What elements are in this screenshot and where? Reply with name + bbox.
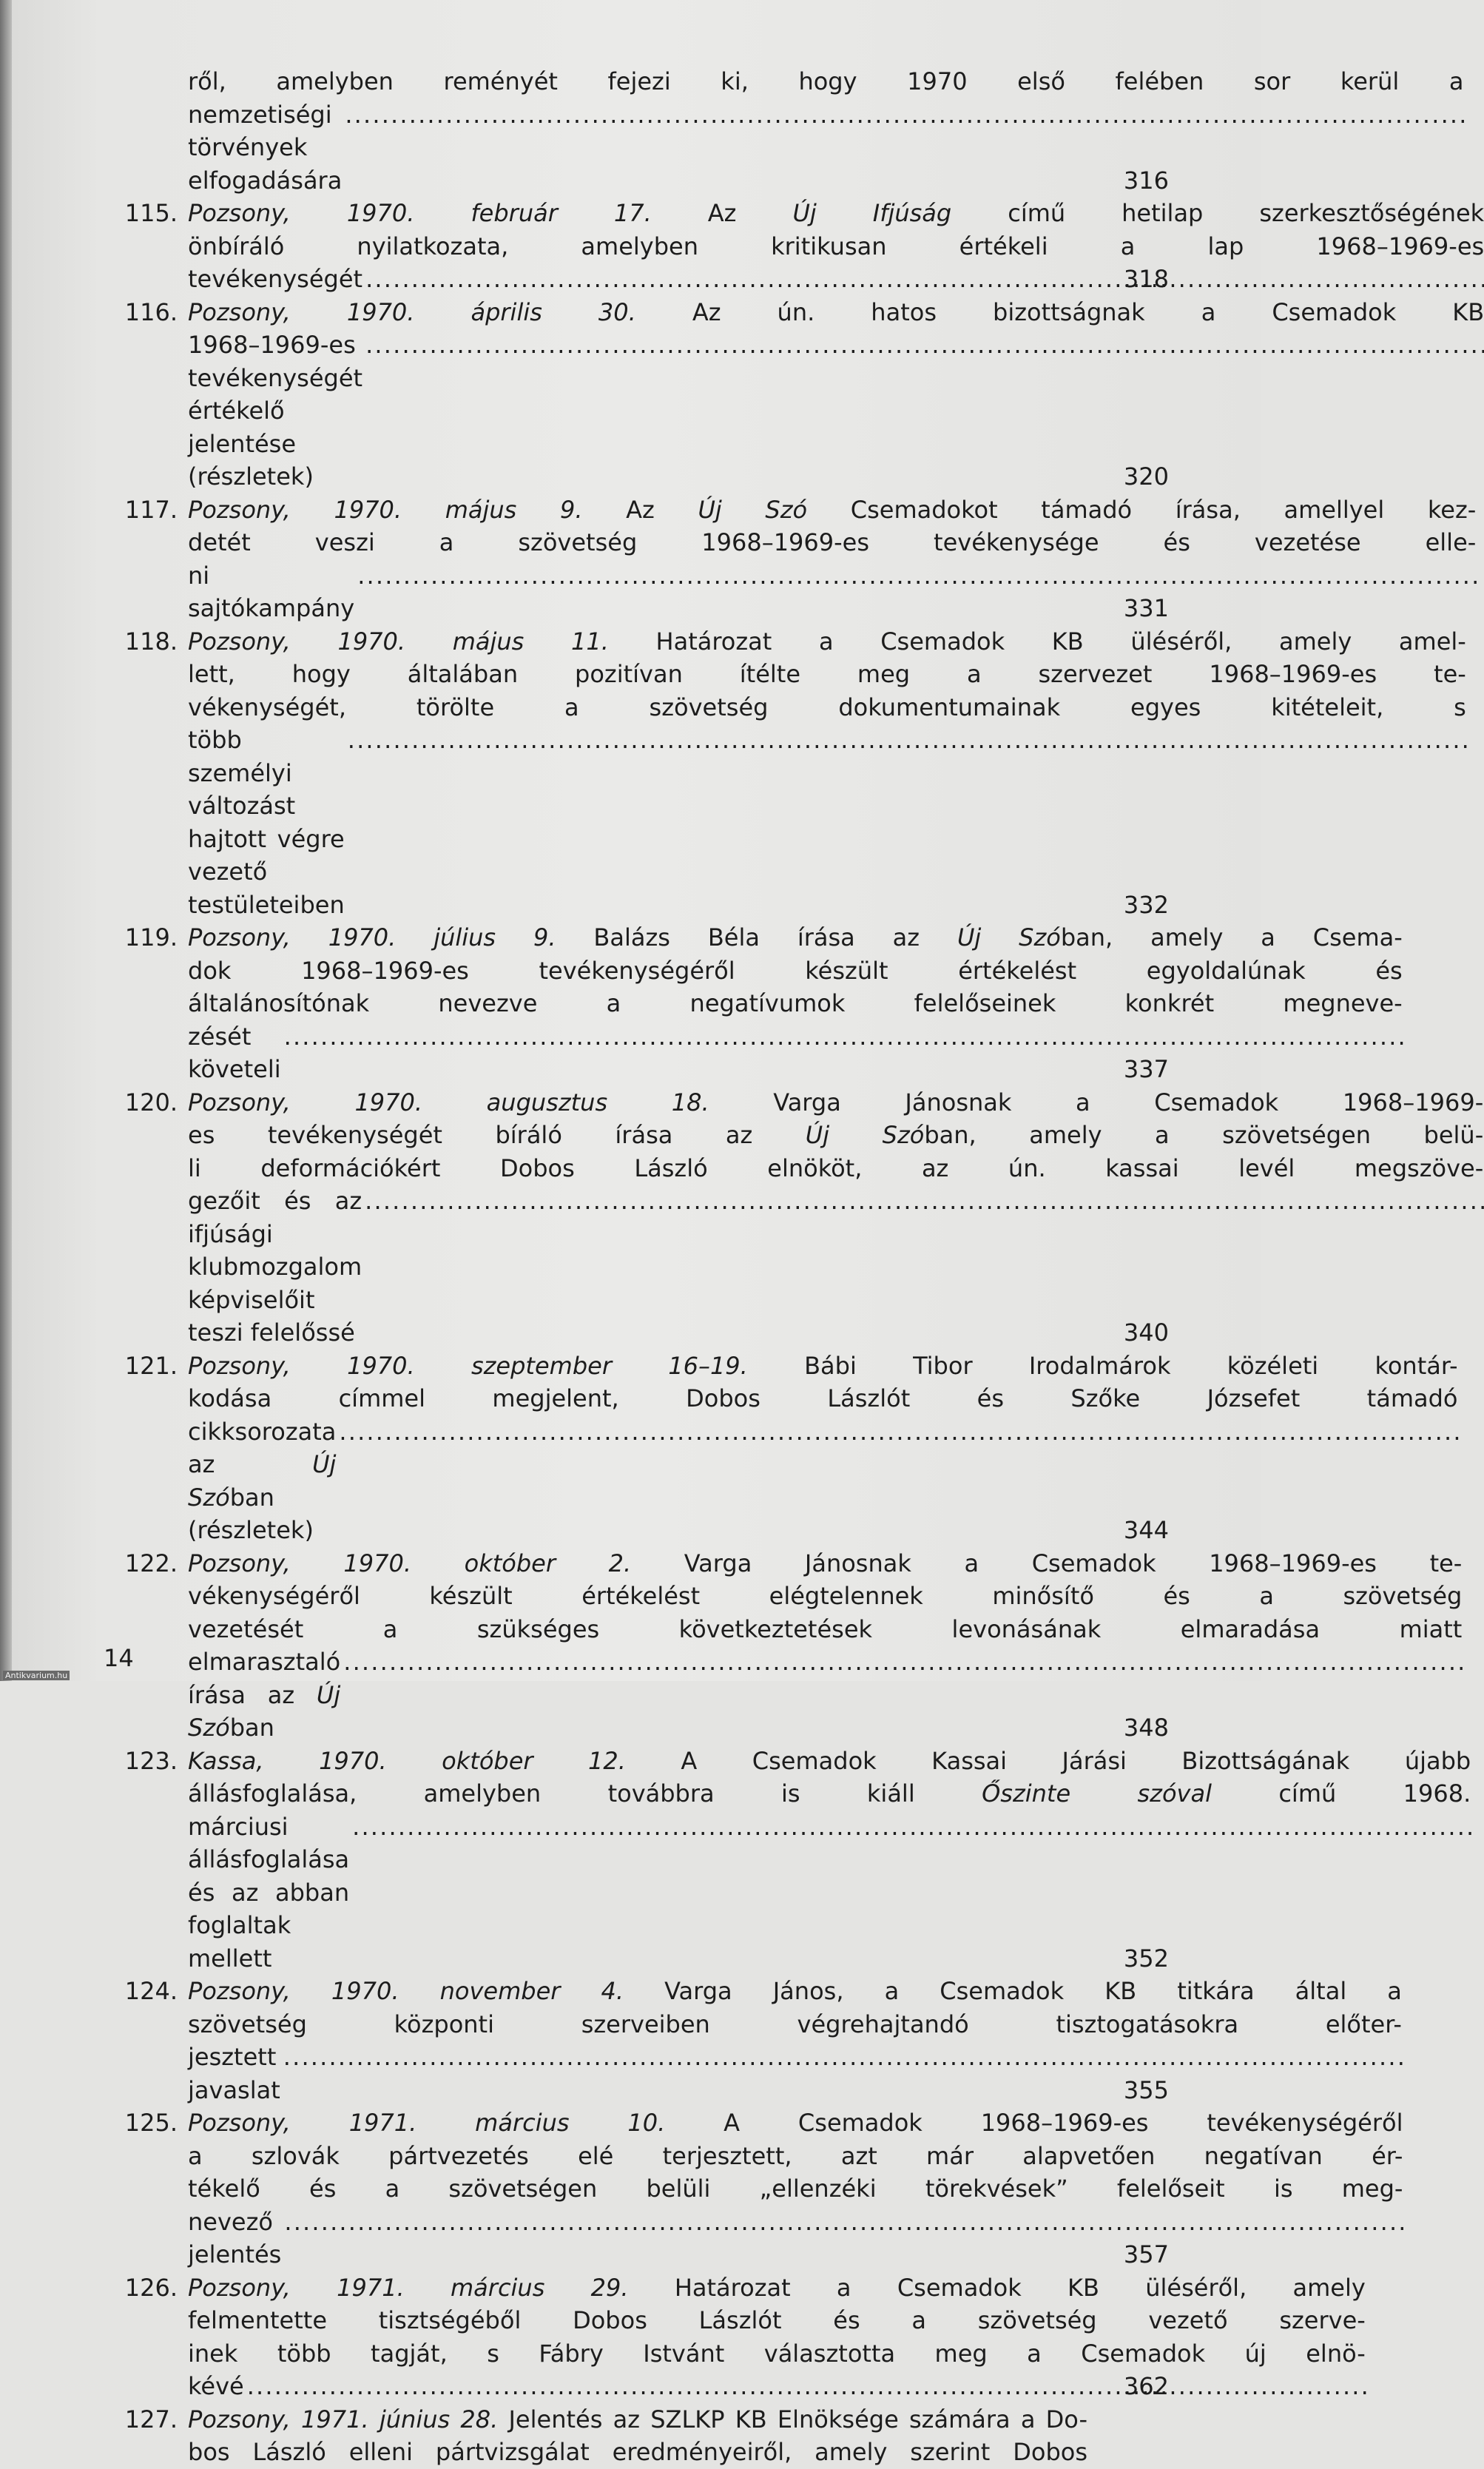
entry-line <box>188 625 1466 658</box>
entry-number: 122. <box>124 1549 178 1577</box>
toc-entry <box>104 1350 1458 1547</box>
toc-entry <box>104 2271 1366 2403</box>
entry-line-text: önbíráló nyilatkozata, amelyben kritikusan értékeli a lap 1968–1969-es <box>188 232 1484 260</box>
entry-text <box>188 1547 1462 1745</box>
toc-entry <box>104 2106 1403 2271</box>
entry-line <box>188 691 1466 724</box>
watermark: Antikvarium.hu <box>3 1671 70 1680</box>
entry-page-number: 331 <box>1123 594 1169 622</box>
entry-line <box>188 921 1403 954</box>
entry-line <box>188 2403 1087 2436</box>
entry-number: 127. <box>124 2405 178 2433</box>
dot-leader <box>348 724 1466 921</box>
entry-place-date: Pozsony, 1970. április 30. <box>188 297 636 326</box>
entry-line <box>188 658 1466 691</box>
entry-place-date: Pozsony, 1970. október 2. <box>188 1549 632 1577</box>
entry-page-number: 320 <box>1123 462 1169 491</box>
toc-entry <box>104 625 1466 922</box>
entry-line <box>188 724 1466 921</box>
entry-line <box>188 1020 1403 1086</box>
entry-number: 126. <box>124 2273 178 2302</box>
dot-leader <box>365 329 1484 494</box>
entry-place-date: Pozsony, 1970. május 11. <box>188 627 609 656</box>
entry-text <box>188 2106 1403 2271</box>
dot-leader <box>284 2206 1403 2271</box>
entry-line-text: gezőit és az ifjúsági klubmozgalom képviselőit teszi felelőssé <box>188 1187 362 1347</box>
entry-line-text: vékenységét, törölte a szövetség dokumentumainak egyes kitételeit, s <box>188 693 1466 721</box>
entry-page-number: 362 <box>1123 2372 1169 2400</box>
dot-leader <box>365 263 1484 296</box>
entry-line-text: cikksorozata az Új Szóban (részletek) <box>188 1417 337 1544</box>
entry-line-text: vékenységéről készült értékelést elégtelennek minősítő és a szövetség <box>188 1582 1463 1610</box>
entry-line-text: tevékenységét <box>188 265 363 293</box>
entry-line-text: több személyi változást hajtott végre vezető testületeiben <box>188 726 345 919</box>
entry-line-text: A Csemadok Kassai Járási Bizottságának újabb <box>681 1746 1471 1775</box>
entry-number <box>104 65 188 197</box>
toc-entry <box>104 1745 1471 1975</box>
entry-line-text: 1968–1969-es tevékenységét értékelő jelentése (részletek) <box>188 331 363 491</box>
entry-page-number: 337 <box>1123 1055 1169 1083</box>
entry-line-text: ről, amelyben reményét fejezi ki, hogy 1970 első felében sor kerül a <box>188 67 1464 95</box>
entry-line-text: Jelentés az SZLKP KB Elnöksége számára a Do- <box>508 2405 1088 2433</box>
entry-line <box>188 526 1476 559</box>
entry-line <box>188 263 1484 296</box>
entry-line <box>188 1350 1458 1383</box>
entry-line <box>188 2008 1402 2041</box>
entry-line <box>188 1382 1458 1415</box>
toc-entry <box>104 2403 1169 2469</box>
entry-line <box>188 98 1463 198</box>
entry-text <box>188 2403 1087 2469</box>
entry-line-text: Varga Jánosnak a Csemadok 1968–1969- <box>773 1088 1484 1116</box>
entry-line <box>188 1777 1471 1811</box>
toc-entry <box>104 197 1484 296</box>
entry-line-text: A Csemadok 1968–1969-es tevékenységéről <box>724 2109 1403 2137</box>
entry-line <box>188 2206 1403 2271</box>
entry-line <box>188 329 1484 494</box>
entry-number: 123. <box>124 1746 178 1775</box>
entry-line <box>188 1613 1462 1646</box>
entry-text <box>188 1350 1458 1547</box>
entry-text <box>188 1086 1483 1350</box>
entry-page-number: 340 <box>1123 1318 1169 1347</box>
entry-text <box>188 494 1476 625</box>
entry-line-text: Határozat a Csemadok KB üléséről, amely amel- <box>655 627 1466 656</box>
entry-text <box>188 197 1484 296</box>
entry-line-text: detét veszi a szövetség 1968–1969-es tevékenysége és vezetése elle- <box>188 528 1477 556</box>
entry-line-text: bos László elleni pártvizsgálat eredményeiről, amely szerint Dobos <box>188 2438 1087 2466</box>
entry-text <box>188 1975 1402 2106</box>
entry-line-text: Varga Jánosnak a Csemadok 1968–1969-es te- <box>684 1549 1463 1577</box>
entry-line <box>188 2304 1366 2337</box>
entry-number: 121. <box>124 1351 178 1380</box>
toc-entry <box>104 1086 1484 1350</box>
entry-number: 115. <box>124 199 178 227</box>
entry-line-text: kodása címmel megjelent, Dobos Lászlót és Szőke Józsefet támadó <box>188 1384 1458 1412</box>
entry-place-date: Pozsony, 1970. szeptember 16–19. <box>188 1351 748 1380</box>
entry-line <box>188 2271 1366 2305</box>
entry-line-text: Határozat a Csemadok KB üléséről, amely <box>674 2273 1366 2302</box>
entry-number: 119. <box>124 923 178 951</box>
entry-place-date: Pozsony, 1971. június 28. <box>188 2405 499 2433</box>
dot-leader <box>339 1415 1457 1547</box>
entry-line <box>188 2337 1366 2371</box>
page-number: 14 <box>104 1644 134 1672</box>
entry-line-text: Az Új Ifjúság című hetilap szerkesztőségének <box>707 199 1484 227</box>
entry-line-text: li deformációkért Dobos László elnököt, az ún. kassai levél megszöve- <box>188 1153 1484 1182</box>
entry-text <box>188 1745 1471 1975</box>
entry-line-text: ni sajtókampány <box>188 561 355 622</box>
entry-line-text: inek több tagját, s Fábry Istvánt választotta meg a Csemadok új elnö- <box>188 2339 1366 2368</box>
entry-line-text: dok 1968–1969-es tevékenységéről készült értékelést egyoldalúnak és <box>188 956 1403 985</box>
entry-line-text: lett, hogy általában pozitívan ítélte meg a szervezet 1968–1969-es te- <box>188 660 1466 688</box>
entry-number: 117. <box>124 495 178 524</box>
toc-entry <box>104 921 1403 1086</box>
entry-place-date: Kassa, 1970. október 12. <box>188 1746 626 1775</box>
entry-text <box>188 921 1403 1086</box>
entry-page-number: 316 <box>1123 166 1169 195</box>
entry-line <box>188 1185 1483 1350</box>
toc-entry <box>104 1547 1463 1745</box>
entry-line-text: Az Új Szó Csemadokot támadó írása, amellyel kez- <box>626 495 1477 524</box>
dot-leader <box>352 1811 1471 1975</box>
entry-line <box>188 296 1484 329</box>
entry-line <box>188 2140 1403 2173</box>
entry-line <box>188 494 1476 527</box>
dot-leader <box>283 2041 1402 2106</box>
entry-number: 120. <box>124 1088 178 1116</box>
entry-line-text: állásfoglalása, amelyben továbbra is kiáll Őszinte szóval című 1968. <box>188 1779 1471 1808</box>
entry-line <box>188 1152 1483 1185</box>
entry-text <box>188 625 1466 922</box>
entry-line <box>188 1975 1402 2008</box>
entry-number: 116. <box>124 297 178 326</box>
entry-line <box>188 230 1484 263</box>
table-of-contents <box>104 65 1484 2469</box>
entry-line-text: Balázs Béla írása az Új Szóban, amely a Csema- <box>593 923 1403 951</box>
entry-page-number: 344 <box>1123 1516 1169 1544</box>
entry-place-date: Pozsony, 1970. július 9. <box>188 923 556 951</box>
entry-line <box>188 987 1403 1020</box>
entry-line-text: Bábi Tibor Irodalmárok közéleti kontár- <box>804 1351 1458 1380</box>
dot-leader <box>357 559 1476 625</box>
entry-line <box>188 197 1484 230</box>
entry-line <box>188 2172 1403 2206</box>
entry-line-text: Varga János, a Csemadok KB titkára által a <box>664 1977 1402 2005</box>
entry-text <box>188 2271 1366 2403</box>
entry-place-date: Pozsony, 1970. augusztus 18. <box>188 1088 709 1116</box>
entry-line-text: es tevékenységét bíráló írása az Új Szóban, amely a szövetségen belü- <box>188 1121 1484 1149</box>
toc-entry <box>104 296 1484 494</box>
entry-line <box>188 559 1476 625</box>
entry-page-number: 352 <box>1123 1944 1169 1973</box>
page-edge-shadow <box>0 0 12 1681</box>
entry-text <box>188 65 1463 197</box>
dot-leader <box>365 1185 1483 1350</box>
entry-line <box>188 1646 1462 1745</box>
entry-line-text: márciusi állásfoglalása és az abban foglaltak mellett <box>188 1812 350 1973</box>
entry-page-number: 355 <box>1123 2075 1169 2104</box>
entry-place-date: Pozsony, 1970. november 4. <box>188 1977 624 2005</box>
entry-line-text: elmarasztaló írása az Új Szóban <box>188 1648 341 1742</box>
dot-leader <box>284 1020 1403 1086</box>
entry-line-text: nemzetiségi törvények elfogadására <box>188 100 343 195</box>
entry-number: 124. <box>124 1977 178 2005</box>
entry-line <box>188 2106 1403 2140</box>
entry-line-text: zését követeli <box>188 1022 281 1083</box>
entry-line <box>188 1580 1462 1613</box>
entry-line <box>188 2041 1402 2106</box>
entry-page-number: 357 <box>1123 2240 1169 2268</box>
entry-line <box>188 1119 1483 1152</box>
entry-line-text: jesztett javaslat <box>188 2043 280 2104</box>
entry-page-number: 318 <box>1123 265 1169 293</box>
entry-line <box>188 1745 1471 1778</box>
entry-line-text: kévé <box>188 2372 244 2400</box>
entry-number: 118. <box>124 627 178 656</box>
entry-place-date: Pozsony, 1971. március 29. <box>188 2273 629 2302</box>
entry-line <box>188 65 1463 98</box>
entry-page-number: 332 <box>1123 890 1169 919</box>
toc-entry <box>104 1975 1402 2106</box>
entry-place-date: Pozsony, 1971. március 10. <box>188 2109 666 2137</box>
entry-place-date: Pozsony, 1970. február 17. <box>188 199 652 227</box>
entry-line <box>188 2436 1087 2469</box>
dot-leader <box>247 2370 1366 2403</box>
toc-entry <box>104 494 1477 625</box>
entry-line-text: vezetését a szükséges következtetések levonásának elmaradása miatt <box>188 1614 1463 1643</box>
toc-entry <box>104 65 1464 197</box>
entry-text <box>188 296 1484 494</box>
entry-line <box>188 1415 1458 1547</box>
entry-place-date: Pozsony, 1970. május 9. <box>188 495 583 524</box>
entry-line-text: általánosítónak nevezve a negatívumok felelőseinek konkrét megneve- <box>188 989 1403 1017</box>
entry-line <box>188 1811 1471 1975</box>
entry-line-text: felmentette tisztségéből Dobos Lászlót és a szövetség vezető szerve- <box>188 2306 1366 2334</box>
entry-line <box>188 2370 1366 2403</box>
entry-page-number: 348 <box>1123 1714 1169 1742</box>
entry-line <box>188 1547 1462 1580</box>
dot-leader <box>345 98 1463 198</box>
entry-line-text: szövetség központi szerveiben végrehajtandó tisztogatásokra előter- <box>188 2010 1402 2038</box>
entry-line-text: a szlovák pártvezetés elé terjesztett, azt már alapvetően negatívan ér- <box>188 2141 1403 2170</box>
entry-line <box>188 954 1403 988</box>
dot-leader <box>343 1646 1462 1745</box>
entry-line-text: nevező jelentés <box>188 2207 282 2268</box>
entry-line <box>188 1086 1483 1119</box>
entry-line-text: tékelő és a szövetségen belüli „ellenzéki törekvések” felelőseit is meg- <box>188 2175 1403 2203</box>
entry-line-text: Az ún. hatos bizottságnak a Csemadok KB <box>692 297 1484 326</box>
entry-number: 125. <box>124 2109 178 2137</box>
